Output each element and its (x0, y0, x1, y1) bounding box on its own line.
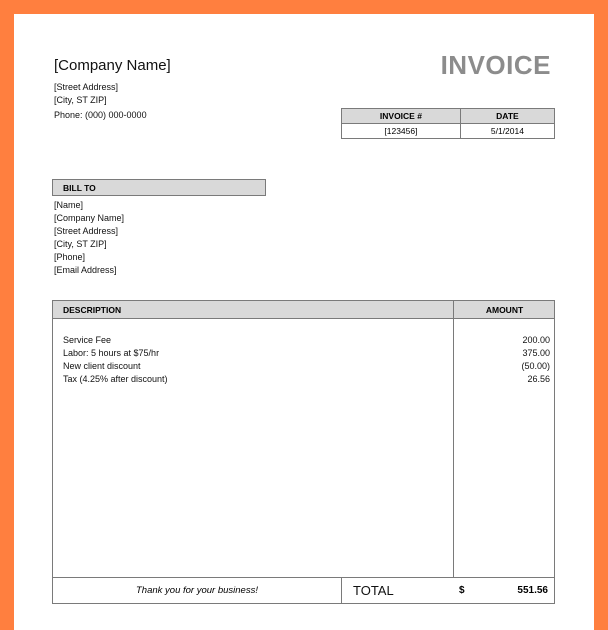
item-amount: 26.56 (527, 374, 550, 384)
date-value: 5/1/2014 (460, 124, 554, 139)
invoice-number-header: INVOICE # (342, 109, 461, 124)
bill-to-header: BILL TO (52, 179, 266, 196)
total-divider (341, 578, 342, 604)
bill-to-phone: [Phone] (54, 252, 86, 262)
item-description: Labor: 5 hours at $75/hr (63, 348, 160, 358)
column-divider (453, 301, 454, 577)
invoice-meta-table (341, 108, 555, 139)
item-amount: (50.00) (521, 361, 550, 371)
items-table (52, 300, 555, 604)
company-name: [Company Name] (54, 57, 171, 74)
item-amount: 375.00 (522, 348, 550, 358)
thank-you-note: Thank you for your business! (136, 585, 258, 596)
company-phone: Phone: (000) 000-0000 (54, 110, 147, 120)
bill-to-company: [Company Name] (54, 213, 125, 223)
item-description: New client discount (63, 361, 141, 371)
total-label: TOTAL (353, 583, 394, 598)
invoice-sheet (14, 14, 594, 630)
item-description: Tax (4.25% after discount) (63, 374, 168, 384)
invoice-title: INVOICE (440, 50, 551, 80)
company-city: [City, ST ZIP] (54, 95, 107, 105)
item-amount: 200.00 (522, 335, 550, 345)
items-header-row (53, 301, 554, 319)
company-street: [Street Address] (54, 82, 119, 92)
description-header: DESCRIPTION (63, 305, 122, 315)
amount-header: AMOUNT (485, 305, 524, 315)
totals-row (53, 577, 554, 603)
bill-to-name: [Name] (54, 200, 84, 210)
bill-to-street: [Street Address] (54, 226, 119, 236)
date-header: DATE (460, 109, 554, 124)
bill-to-city: [City, ST ZIP] (54, 239, 107, 249)
item-amounts (521, 334, 550, 386)
currency-symbol: $ (459, 585, 465, 596)
total-value: 551.56 (517, 585, 548, 596)
bill-to-email: [Email Address] (54, 265, 117, 275)
item-description: Service Fee (63, 335, 112, 345)
invoice-number-value: [123456] (342, 124, 461, 139)
item-descriptions (63, 334, 168, 386)
bill-to-lines (54, 199, 124, 277)
